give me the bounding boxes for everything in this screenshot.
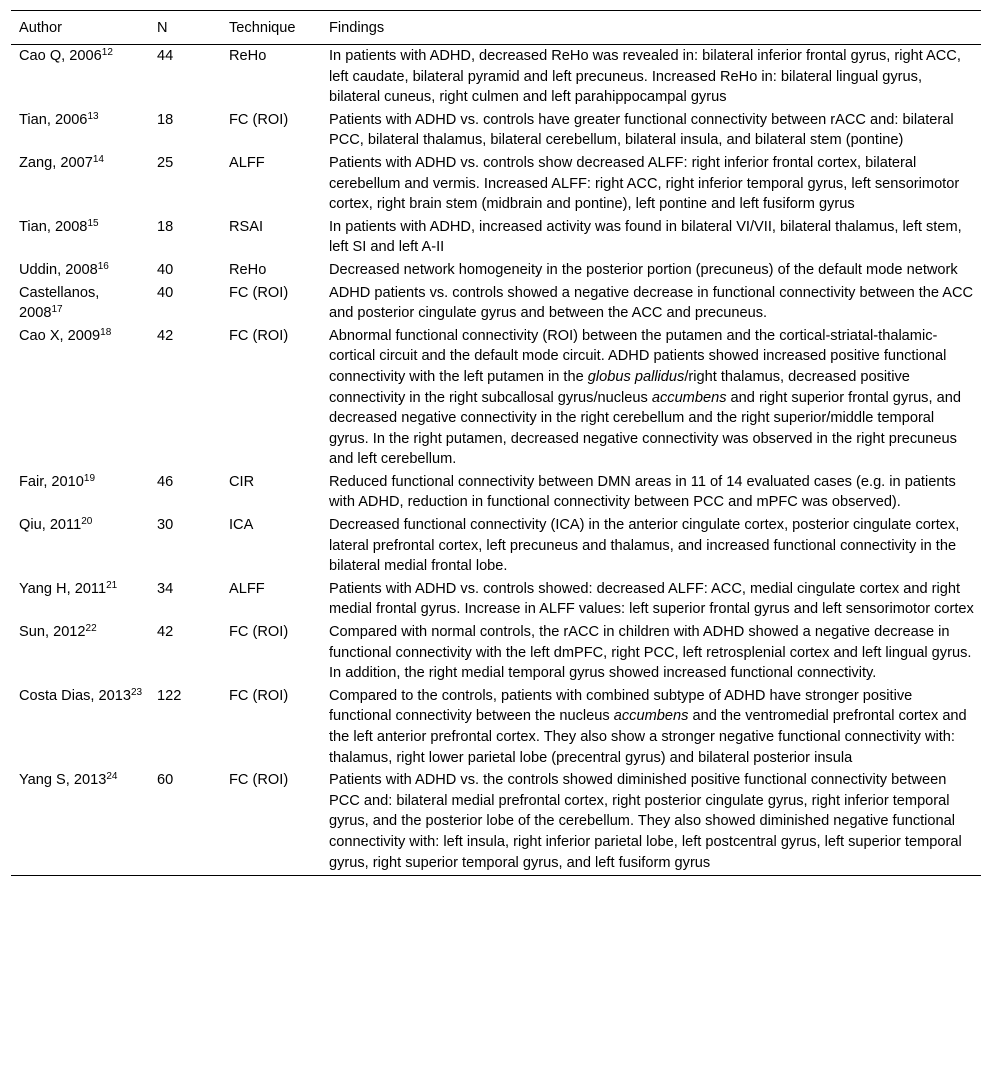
cell-n: 18: [157, 218, 174, 235]
cell-author: [11, 325, 149, 471]
author-name: Uddin, 2008: [19, 261, 98, 278]
findings-text: Patients with ADHD vs. controls show decreased ALFF: right inferior frontal cortex, bilateral cerebellum and vermis. Increased ALFF: right ACC, right inferior temporal gyrus, left sensorimotor cortex, right brain stem (midbrain and pontine), left pontine and left fusiform gyrus: [329, 154, 960, 213]
cell-author: [11, 109, 149, 152]
cell-n: 44: [157, 48, 174, 64]
cell-technique: ICA: [229, 517, 254, 534]
cell-author: [11, 685, 149, 769]
cell-author: [11, 769, 149, 875]
reference-number: 20: [81, 516, 93, 528]
cell-technique: ReHo: [229, 261, 267, 278]
author-name: Sun, 2012: [19, 624, 86, 641]
cell-author: [11, 471, 149, 514]
findings-text: Patients with ADHD vs. controls have greater functional connectivity between rACC and: bilateral PCC, bilateral thalamus, bilateral cerebellum, bilateral insula, and bilateral stem (pontine): [329, 111, 954, 149]
table-row: [11, 282, 981, 325]
findings-text: In patients with ADHD, decreased ReHo was revealed in: bilateral inferior frontal gyrus, right ACC, left caudate, bilateral pyramid and left precuneus. Increased ReHo in: bilateral lingual gyrus, bilateral cuneus, right culmen and left parahippocampal gyrus: [329, 48, 961, 106]
reference-number: 19: [83, 472, 96, 484]
cell-n: 60: [157, 772, 174, 789]
cell-findings: [321, 685, 981, 769]
header-n: N: [157, 20, 168, 36]
cell-n: 42: [157, 624, 174, 641]
table-row: [11, 471, 981, 514]
cell-author: [11, 259, 149, 282]
author-name: Yang S, 2013: [19, 772, 107, 789]
cell-technique: FC (ROI): [229, 624, 289, 641]
cell-findings: [321, 578, 981, 621]
cell-technique: ReHo: [229, 48, 267, 64]
reference-number: 12: [101, 47, 113, 58]
reference-number: 24: [106, 771, 118, 783]
cell-author: [11, 621, 149, 685]
cell-findings: [321, 471, 981, 514]
table-row: [11, 578, 981, 621]
cell-findings: [321, 514, 981, 578]
author-name: Cao Q, 2006: [19, 48, 102, 64]
cell-findings: [321, 45, 981, 109]
findings-text: Reduced functional connectivity between DMN areas in 11 of 14 evaluated cases (e.g. in patients with ADHD, reduction in functional connectivity between PCC and mPFC was observed).: [329, 473, 956, 511]
author-name: Qiu, 2011: [19, 517, 82, 534]
table-row: [11, 685, 981, 769]
findings-text: Compared with normal controls, the rACC in children with ADHD showed a negative decrease in functional connectivity with the left dmPFC, right PCC, left retrosplenial cortex and left lingual gyrus. In addition, the right medial temporal gyrus showed increased functional connectivity.: [329, 624, 972, 682]
author-name: Yang H, 2011: [19, 580, 107, 597]
cell-author: [11, 45, 149, 109]
reference-number: 16: [97, 260, 109, 272]
cell-findings: [321, 259, 981, 282]
header-row: [11, 11, 981, 45]
cell-technique: FC (ROI): [229, 772, 289, 789]
findings-italic-text: accumbens: [613, 708, 689, 725]
cell-technique: FC (ROI): [229, 687, 289, 704]
table-row: [11, 109, 981, 152]
cell-technique: FC (ROI): [229, 284, 289, 301]
cell-findings: [321, 109, 981, 152]
reference-number: 22: [85, 623, 97, 635]
cell-n: 42: [157, 327, 174, 344]
table-row: [11, 152, 981, 216]
author-name: Costa Dias, 2013: [19, 687, 131, 704]
findings-text: In patients with ADHD, increased activity was found in bilateral VI/VII, bilateral thalamus, left stem, left SI and left A-II: [329, 218, 962, 256]
reference-number: 15: [87, 217, 99, 229]
findings-text: Patients with ADHD vs. controls showed: decreased ALFF: ACC, medial cingulate cortex and right medial frontal gyrus. Increase in ALFF values: left superior frontal gyrus and left sensorimotor cortex: [329, 580, 974, 618]
cell-author: [11, 282, 149, 325]
table-row: [11, 45, 981, 109]
cell-findings: [321, 152, 981, 216]
findings-text: Abnormal functional connectivity (ROI) between the putamen and the cortical-striatal-thalamic-cortical circuit and the default mode circuit. ADHD patients showed increased positive functional connectivity with the left putamen in the: [329, 327, 947, 385]
findings-text: /right thalamus, decreased positive connectivity in the right subcallosal gyrus/nucleus: [329, 368, 910, 406]
cell-n: 40: [157, 261, 174, 278]
findings-italic-text: globus pallidus: [587, 368, 685, 385]
author-name: Tian, 2008: [19, 218, 88, 235]
reference-number: 13: [87, 110, 99, 122]
cell-technique: ALFF: [229, 580, 265, 597]
header-technique: Technique: [229, 20, 296, 36]
table-row: [11, 259, 981, 282]
table-row: [11, 769, 981, 875]
table-row: [11, 325, 981, 471]
cell-technique: FC (ROI): [229, 111, 289, 128]
table-header: [11, 11, 981, 45]
findings-text: Compared to the controls, patients with combined subtype of ADHD have stronger positive functional connectivity between the nucleus: [329, 687, 913, 725]
reference-number: 18: [100, 326, 112, 338]
author-name: Castellanos, 2008: [19, 284, 100, 322]
cell-author: [11, 514, 149, 578]
findings-text: Patients with ADHD vs. the controls showed diminished positive functional connectivity between PCC and: bilateral medial prefrontal cortex, right posterior cingulate gyrus, right inferior temporal gyrus, and the posterior lobe of the cerebellum. They also showed diminished negative functional connectivity with: left insula, right inferior parietal lobe, left postcentral gyrus, left superior temporal gyrus, right superior temporal gyrus, and left fusiform gyrus: [329, 772, 962, 871]
cell-technique: ALFF: [229, 154, 265, 171]
reference-number: 21: [106, 579, 118, 591]
cell-technique: RSAI: [229, 218, 264, 235]
findings-text: Decreased network homogeneity in the posterior portion (precuneus) of the default mode network: [329, 261, 958, 278]
cell-findings: [321, 769, 981, 875]
cell-technique: CIR: [229, 473, 255, 490]
table-row: [11, 216, 981, 259]
studies-table: [11, 10, 981, 876]
cell-n: 40: [157, 284, 174, 301]
findings-text: Decreased functional connectivity (ICA) in the anterior cingulate cortex, posterior cingulate cortex, lateral prefrontal cortex, left precuneus and thalamus, and increased functional connectivity in the bilateral medial frontal lobe.: [329, 517, 960, 575]
header-findings: Findings: [329, 20, 385, 36]
cell-n: 34: [157, 580, 174, 597]
findings-italic-text: accumbens: [651, 389, 727, 406]
reference-number: 23: [130, 686, 143, 698]
author-name: Fair, 2010: [19, 473, 84, 490]
cell-n: 18: [157, 111, 174, 128]
reference-number: 14: [92, 153, 104, 165]
findings-text: and the ventromedial prefrontal cortex and the left anterior prefrontal cortex. They also show a stronger negative functional connectivity with: thalamus, right lower parietal lobe (precentral gyrus) and bilateral posterior insula: [329, 708, 967, 766]
findings-text: and right superior frontal gyrus, and decreased negative connectivity in the right cerebellum and the right superior/middle temporal gyrus. In the right putamen, decreased negative connectivity was observed in the right precuneus and left cerebellum.: [329, 389, 961, 468]
cell-author: [11, 578, 149, 621]
author-name: Zang, 2007: [19, 154, 93, 171]
cell-technique: FC (ROI): [229, 327, 289, 344]
table-row: [11, 621, 981, 685]
cell-n: 122: [157, 687, 182, 704]
cell-n: 30: [157, 517, 174, 534]
author-name: Tian, 2006: [19, 111, 88, 128]
header-author: Author: [19, 20, 62, 36]
table-row: [11, 514, 981, 578]
cell-findings: [321, 216, 981, 259]
cell-n: 46: [157, 473, 174, 490]
cell-findings: [321, 621, 981, 685]
author-name: Cao X, 2009: [19, 327, 101, 344]
cell-author: [11, 152, 149, 216]
reference-number: 17: [51, 304, 63, 316]
table-body: [11, 45, 981, 876]
cell-findings: [321, 282, 981, 325]
cell-author: [11, 216, 149, 259]
cell-findings: [321, 325, 981, 471]
cell-n: 25: [157, 154, 174, 171]
findings-text: ADHD patients vs. controls showed a negative decrease in functional connectivity between the ACC and posterior cingulate gyrus and between the ACC and precuneus.: [329, 284, 974, 322]
